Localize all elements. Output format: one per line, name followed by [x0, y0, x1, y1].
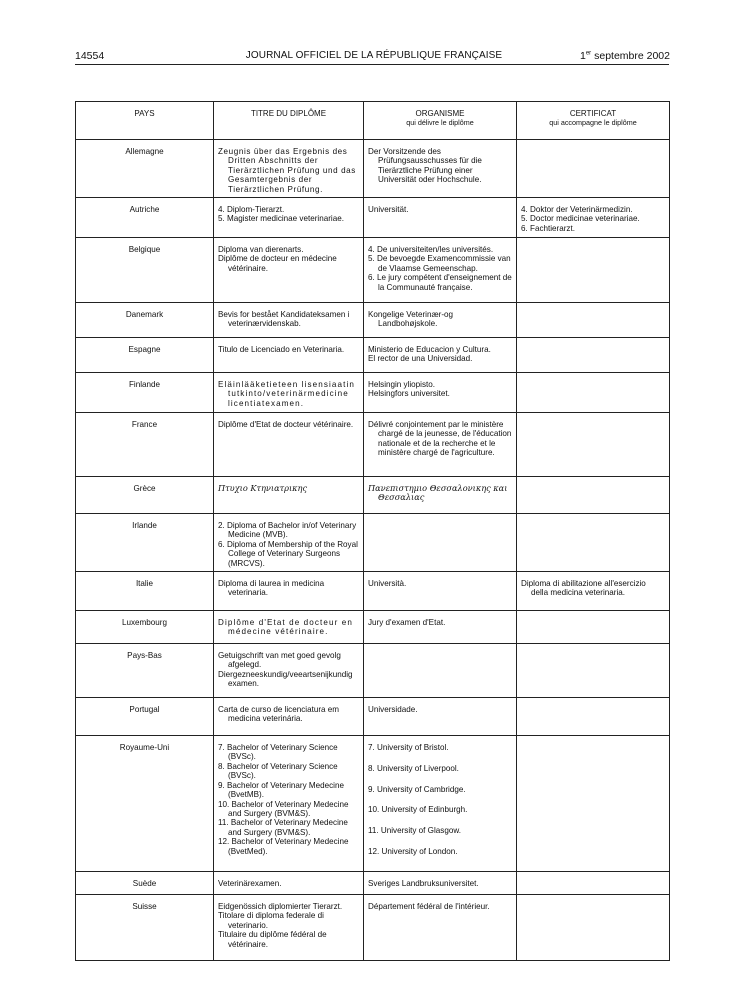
- cell-titre: [214, 373, 364, 413]
- cell-pays: [76, 572, 214, 611]
- cell-titre: [214, 238, 364, 303]
- pays-label: Pays-Bas: [127, 651, 162, 661]
- date-superscript: er: [585, 50, 592, 57]
- cell-organisme: [364, 413, 517, 477]
- organisme-line: El rector de una Universidad.: [368, 354, 473, 364]
- line-gap: [368, 794, 512, 805]
- titre-line: Diplôme de docteur en médecine vétérinaire.: [218, 254, 337, 273]
- cell-titre: [214, 303, 364, 338]
- cell-pays: [76, 373, 214, 413]
- cell-organisme: [364, 338, 517, 373]
- cell-pays: [76, 514, 214, 572]
- publication-date: [580, 50, 670, 62]
- pays-label: Irlande: [132, 521, 157, 531]
- pays-label: Espagne: [128, 345, 161, 355]
- table-row: [76, 338, 670, 373]
- table-row: [76, 238, 670, 303]
- table-row: [76, 514, 670, 572]
- table-row: [76, 303, 670, 338]
- col-header-pays: [76, 102, 214, 140]
- cell-organisme: [364, 514, 517, 572]
- titre-line: 12. Bachelor of Veterinary Medecine (BvetMed).: [218, 837, 349, 856]
- table-row: [76, 572, 670, 611]
- cell-titre: [214, 413, 364, 477]
- table-row: [76, 698, 670, 736]
- pays-label: Autriche: [129, 205, 160, 215]
- cell-pays: [76, 644, 214, 698]
- pays-label: Portugal: [129, 705, 160, 715]
- table-row: [76, 140, 670, 198]
- organisme-line: Universidade.: [368, 705, 418, 715]
- cell-titre: [214, 698, 364, 736]
- cell-certificat: [517, 303, 670, 338]
- cell-organisme: [364, 198, 517, 238]
- organisme-line: Universität.: [368, 205, 409, 215]
- organisme-line: Helsingin yliopisto.: [368, 380, 436, 390]
- organisme-line: 8. University of Liverpool.: [368, 763, 459, 773]
- table-row: [76, 736, 670, 872]
- cell-pays: [76, 477, 214, 514]
- pays-label: Danemark: [125, 310, 164, 320]
- organisme-line: Università.: [368, 579, 407, 589]
- cell-organisme: [364, 611, 517, 644]
- line-gap: [368, 815, 512, 826]
- col-header-titre-label: TITRE DU DIPLÔME: [250, 109, 327, 118]
- cell-pays: [76, 698, 214, 736]
- journal-title: JOURNAL OFFICIEL DE LA RÉPUBLIQUE FRANÇAISE: [245, 50, 503, 61]
- titre-line: 4. Diplom-Tierarzt.: [218, 205, 285, 215]
- cell-organisme: [364, 303, 517, 338]
- table-row: [76, 644, 670, 698]
- organisme-line: 7. University of Bristol.: [368, 743, 449, 753]
- cell-pays: [76, 872, 214, 895]
- cell-certificat: [517, 611, 670, 644]
- col-header-organisme: [364, 102, 517, 140]
- cell-organisme: [364, 698, 517, 736]
- cell-certificat: [517, 477, 670, 514]
- cell-titre: [214, 140, 364, 198]
- titre-line: 5. Magister medicinae veterinariae.: [218, 214, 344, 224]
- titre-line: Diplôme d'Etat de docteur vétérinaire.: [218, 420, 354, 430]
- cell-pays: [76, 611, 214, 644]
- titre-line: 9. Bachelor of Veterinary Medecine (BvetMB).: [218, 780, 344, 800]
- cell-titre: [214, 895, 364, 961]
- organisme-line: Sveriges Landbruksuniversitet.: [368, 879, 479, 889]
- pays-label: Italie: [135, 579, 154, 589]
- cell-organisme: [364, 140, 517, 198]
- organisme-line: 6. Le jury compétent d'enseignement de la Communauté française.: [368, 273, 512, 292]
- certificat-line: 4. Doktor der Veterinärmedizin.: [521, 205, 633, 215]
- cell-titre: [214, 477, 364, 514]
- cell-pays: [76, 736, 214, 872]
- col-header-certificat-sub: qui accompagne le diplôme: [549, 117, 637, 127]
- certificat-line: Diploma di abilitazione all'esercizio della medicina veterinaria.: [521, 579, 646, 598]
- cell-certificat: [517, 413, 670, 477]
- col-header-organisme-sub: qui délivre le diplôme: [406, 117, 474, 127]
- table-header-row: [76, 102, 670, 140]
- titre-line: Veterinärexamen.: [218, 879, 282, 889]
- titre-line: 11. Bachelor of Veterinary Medecine and Surgery (BVM&S).: [218, 818, 348, 837]
- cell-pays: [76, 198, 214, 238]
- pays-label: France: [131, 420, 158, 430]
- titre-line: 2. Diploma of Bachelor in/of Veterinary Medicine (MVB).: [218, 521, 357, 540]
- titre-line: Diploma di laurea in medicina veterinaria.: [218, 579, 325, 598]
- organisme-line: Département fédéral de l'intérieur.: [368, 902, 490, 912]
- cell-certificat: [517, 140, 670, 198]
- cell-titre: [214, 198, 364, 238]
- titre-line: Diergezneeskundig/veeartsenijkundig examen.: [218, 669, 353, 689]
- titre-line: 6. Diploma of Membership of the Royal College of Veterinary Surgeons (MRCVS).: [218, 539, 358, 568]
- date-day: 1: [580, 50, 586, 62]
- organisme-line: 12. University of London.: [368, 847, 458, 857]
- organisme-line: 5. De bevoegde Examencommissie van de Vlaamse Gemeenschap.: [368, 254, 511, 273]
- pays-label: Suisse: [132, 902, 157, 912]
- organisme-line: Jury d'examen d'Etat.: [368, 618, 446, 628]
- col-header-certificat-label: CERTIFICAT: [569, 109, 617, 118]
- cell-organisme: [364, 644, 517, 698]
- cell-titre: [214, 572, 364, 611]
- titre-line: Eläinlääketieteen lisensiaatin tutkinto/veterinärmedicine licentiatexamen.: [218, 380, 355, 408]
- organisme-line: Kongelige Veterinær-og Landbohøjskole.: [368, 310, 454, 329]
- pays-label: Belgique: [128, 245, 161, 255]
- date-rest: septembre 2002: [591, 50, 670, 62]
- table-row: [76, 611, 670, 644]
- cell-titre: [214, 514, 364, 572]
- titre-line: Diplôme d'Etat de docteur en médecine vétérinaire.: [218, 618, 353, 637]
- line-gap: [368, 752, 512, 763]
- cell-certificat: [517, 514, 670, 572]
- cell-titre: [214, 338, 364, 373]
- titre-line: Getuigschrift van met goed gevolg afgelegd.: [218, 651, 341, 670]
- titre-line: Πτυχιο Κτηνιατρικης: [218, 483, 308, 494]
- cell-pays: [76, 140, 214, 198]
- cell-certificat: [517, 872, 670, 895]
- cell-certificat: [517, 698, 670, 736]
- pays-label: Allemagne: [125, 147, 164, 156]
- pays-label: Grèce: [133, 484, 156, 494]
- cell-pays: [76, 895, 214, 961]
- titre-line: Zeugnis über das Ergebnis des Dritten Abschnitts der Tierärztlichen Prüfung und das Gesamtergebnis der Tierärztlichen Prüfung.: [218, 147, 356, 194]
- table-row: [76, 373, 670, 413]
- titre-line: 10. Bachelor of Veterinary Medecine and Surgery (BVM&S).: [218, 799, 349, 818]
- cell-titre: [214, 644, 364, 698]
- cell-organisme: [364, 238, 517, 303]
- certificat-line: 5. Doctor medicinae veterinariae.: [521, 214, 640, 224]
- cell-pays: [76, 238, 214, 303]
- cell-certificat: [517, 198, 670, 238]
- cell-titre: [214, 611, 364, 644]
- cell-organisme: [364, 895, 517, 961]
- cell-pays: [76, 413, 214, 477]
- titre-line: 8. Bachelor of Veterinary Science (BVSc).: [218, 761, 338, 781]
- organisme-line: Helsingfors universitet.: [368, 389, 450, 399]
- table-row: [76, 198, 670, 238]
- col-header-organisme-label: ORGANISME: [415, 109, 465, 118]
- organisme-line: Der Vorsitzende des Prüfungsausschusses für die Tierärztliche Prüfung einer Universität oder Hochschule.: [368, 147, 482, 185]
- organisme-line: 10. University of Edinburgh.: [368, 805, 468, 815]
- organisme-line: 4. De universiteiten/les universités.: [368, 245, 494, 255]
- cell-organisme: [364, 736, 517, 872]
- cell-organisme: [364, 572, 517, 611]
- table-row: [76, 477, 670, 514]
- titre-line: Titulaire du diplôme fédéral de vétérinaire.: [218, 930, 327, 949]
- cell-certificat: [517, 238, 670, 303]
- cell-certificat: [517, 373, 670, 413]
- cell-certificat: [517, 338, 670, 373]
- page-number: 14554: [75, 50, 105, 62]
- col-header-pays-label: PAYS: [134, 109, 155, 118]
- titre-line: 7. Bachelor of Veterinary Science (BVSc).: [218, 743, 338, 762]
- header-rule: [75, 64, 669, 65]
- organisme-line: 9. University of Cambridge.: [368, 784, 466, 794]
- organisme-line: 11. University of Glasgow.: [368, 826, 461, 836]
- table-body: [76, 140, 670, 961]
- cell-organisme: [364, 373, 517, 413]
- cell-certificat: [517, 572, 670, 611]
- titre-line: Titulo de Licenciado en Veterinaria.: [218, 345, 345, 355]
- pays-label: Royaume-Uni: [119, 743, 170, 753]
- titre-line: Titolare di diploma federale di veterinario.: [218, 911, 324, 930]
- cell-certificat: [517, 895, 670, 961]
- col-header-certificat: [517, 102, 670, 140]
- table-row: [76, 872, 670, 895]
- titre-line: Eidgenössich diplomierter Tierarzt.: [218, 902, 343, 912]
- line-gap: [368, 773, 512, 784]
- cell-organisme: [364, 872, 517, 895]
- col-header-titre: [214, 102, 364, 140]
- cell-titre: [214, 736, 364, 872]
- titre-line: Carta de curso de licenciatura em medicina veterinária.: [218, 705, 340, 724]
- pays-label: Suède: [132, 879, 157, 889]
- cell-certificat: [517, 644, 670, 698]
- line-gap: [368, 836, 512, 847]
- pays-label: Luxembourg: [122, 618, 167, 628]
- titre-line: Diploma van dierenarts.: [218, 245, 304, 255]
- organisme-line: Πανεπιστημιο Θεσσαλονικης και Θεσσαλιας: [368, 483, 508, 503]
- titre-line: Bevis for bestået Kandidateksamen i veterinærvidenskab.: [218, 310, 350, 329]
- organisme-line: Délivré conjointement par le ministère chargé de la jeunesse, de l'éducation nationale et de la recherche et le ministère chargé de l'agriculture.: [368, 420, 512, 458]
- cell-pays: [76, 303, 214, 338]
- cell-certificat: [517, 736, 670, 872]
- cell-organisme: [364, 477, 517, 514]
- diploma-table: [75, 101, 670, 961]
- table-row: [76, 895, 670, 961]
- cell-pays: [76, 338, 214, 373]
- cell-titre: [214, 872, 364, 895]
- organisme-line: Ministerio de Educacion y Cultura.: [368, 345, 491, 355]
- certificat-line: 6. Fachtierarzt.: [521, 223, 575, 233]
- table-row: [76, 413, 670, 477]
- pays-label: Finlande: [128, 380, 161, 390]
